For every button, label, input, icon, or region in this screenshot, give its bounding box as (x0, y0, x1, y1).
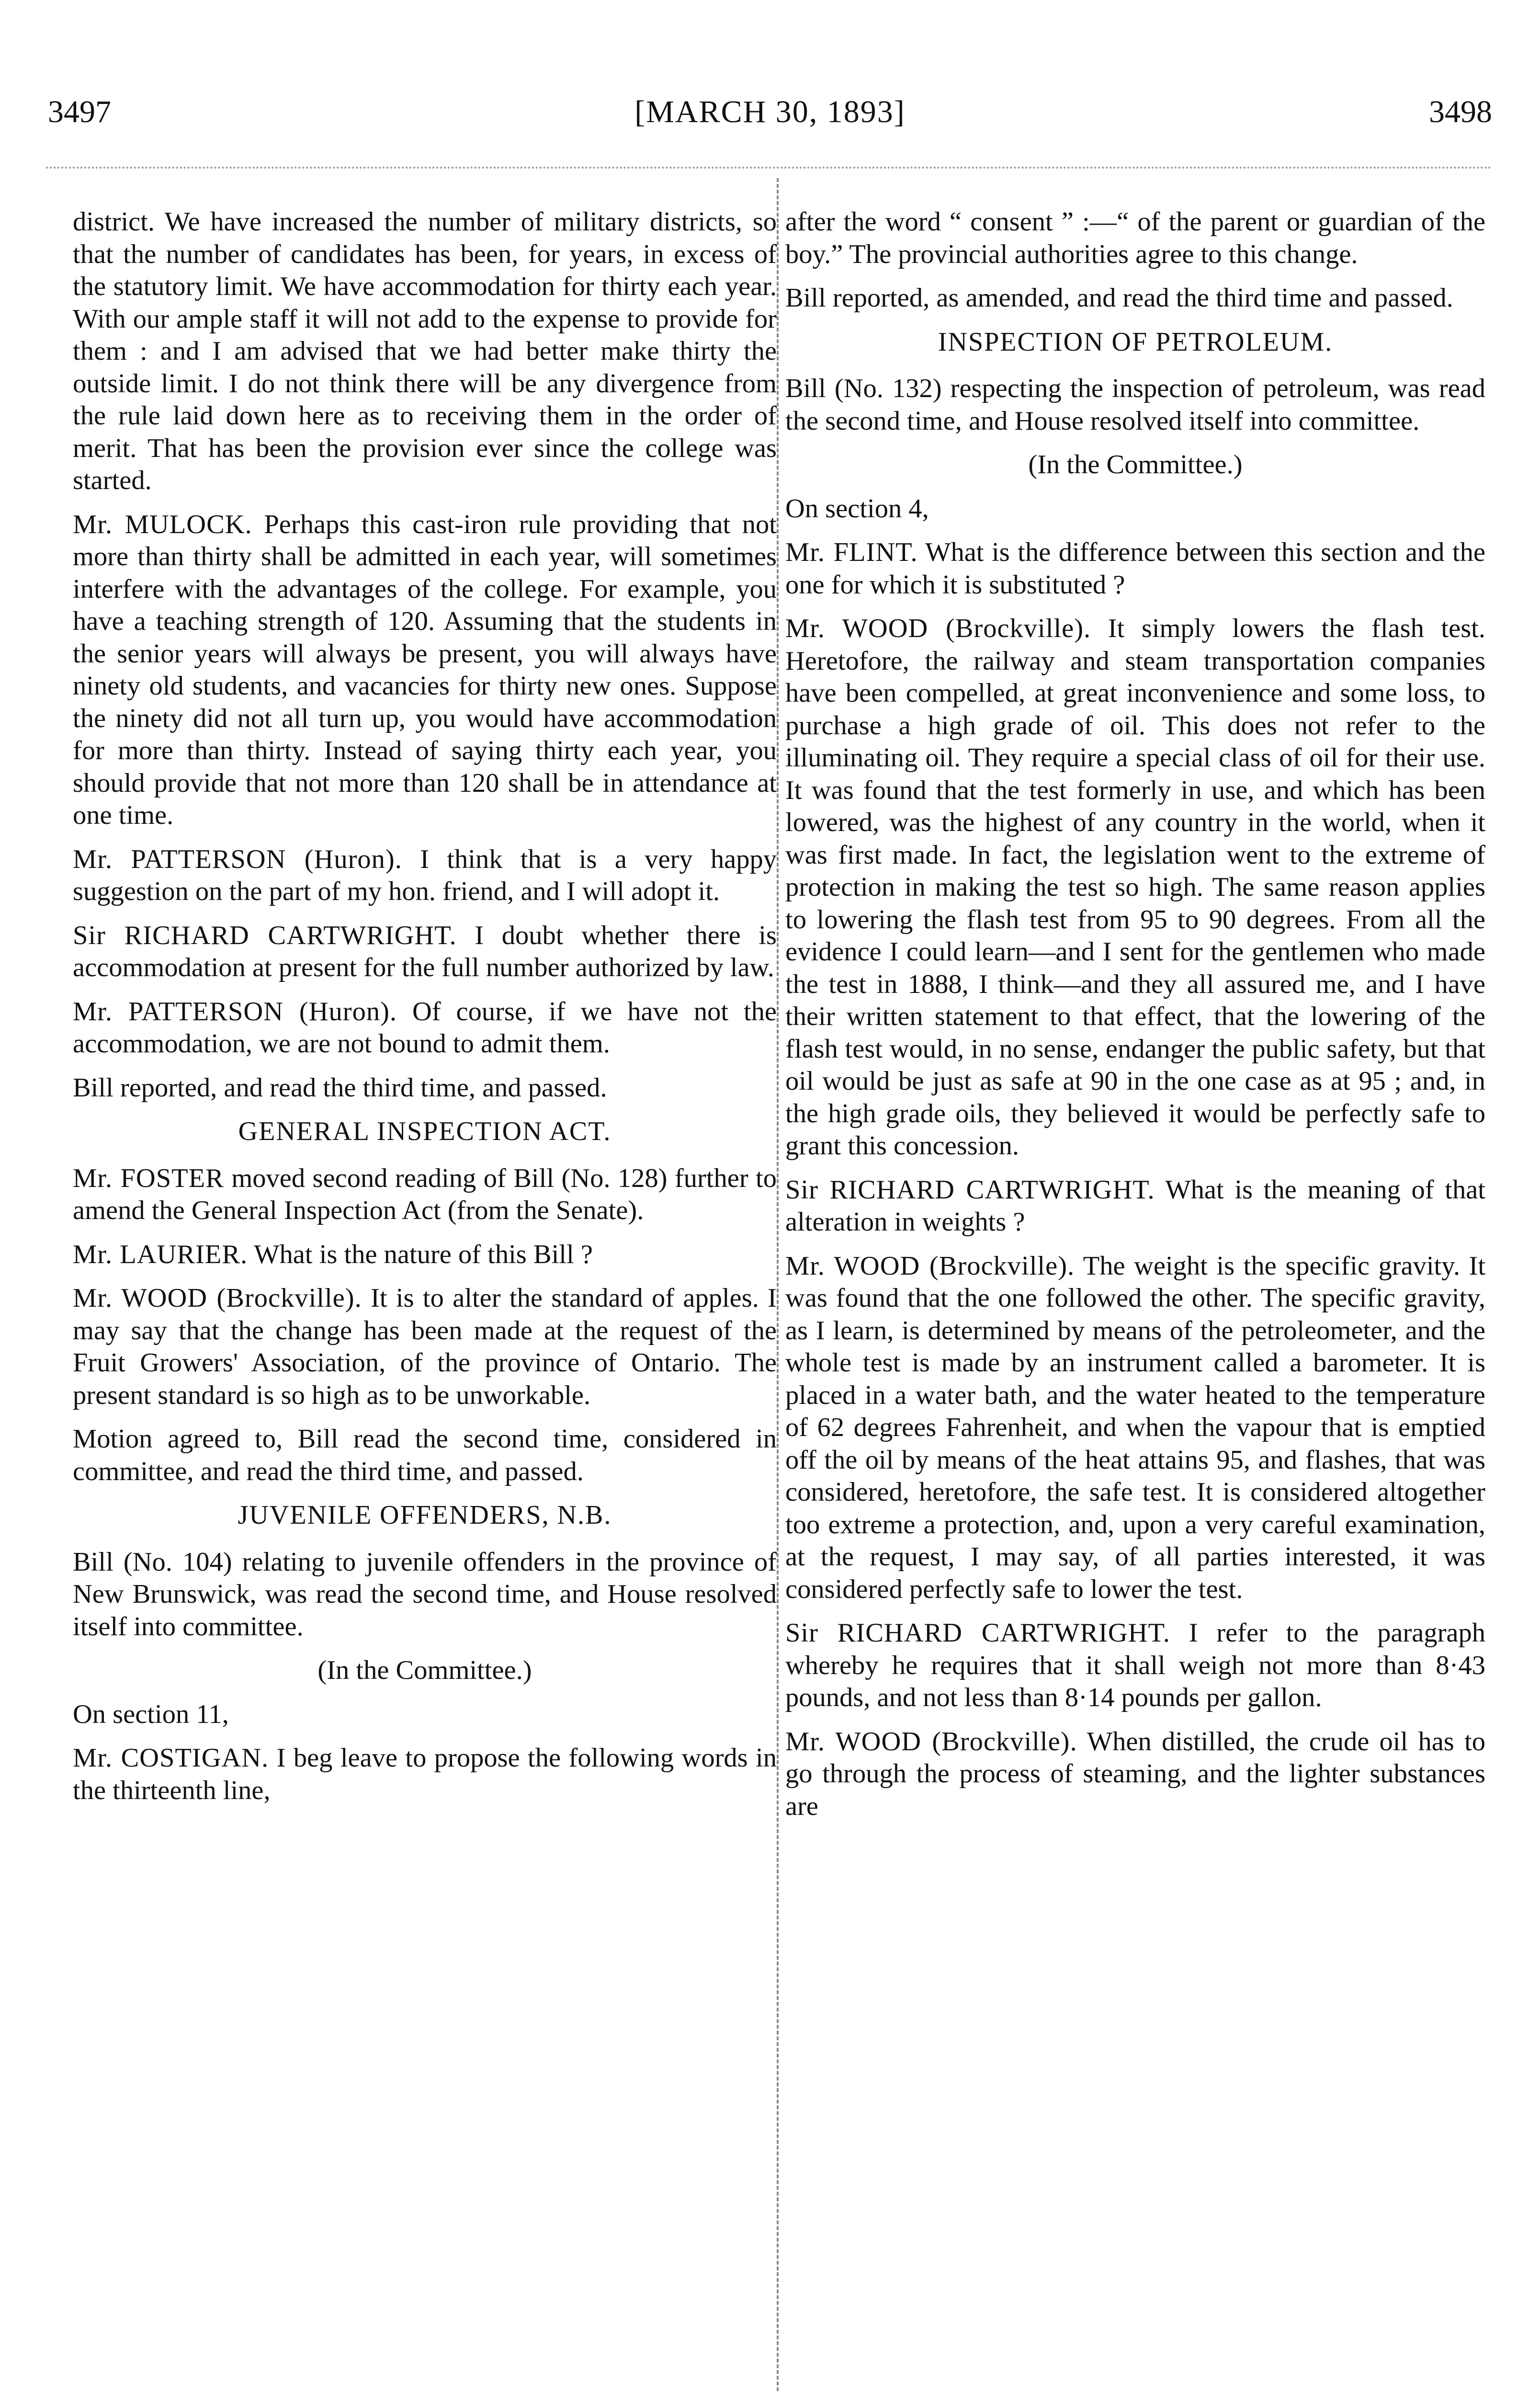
body-paragraph: On section 4, (785, 493, 929, 524)
speech-paragraph (73, 1239, 777, 1271)
speaker-name: Mr. WOOD (Brockville). (785, 614, 1091, 643)
speech-paragraph (785, 1174, 1485, 1239)
page-header (48, 94, 1492, 137)
speech-paragraph (785, 536, 1485, 601)
committee-note: (In the Committee.) (1028, 450, 1243, 479)
speaker-name: Mr. LAURIER. (73, 1239, 248, 1269)
speech-paragraph (73, 844, 777, 908)
speaker-name: Mr. FOSTER (73, 1163, 224, 1193)
committee-note: (In the Committee.) (317, 1655, 532, 1685)
speech-paragraph (73, 1163, 777, 1227)
speech-text: moved second reading of Bill (No. 128) further to amend the General Inspection Act (from the Senate). (73, 1163, 777, 1225)
speech-text: What is the meaning of that alteration in weights ? (785, 1175, 1485, 1237)
section-heading: INSPECTION OF PETROLEUM. (938, 327, 1333, 357)
speech-text: What is the difference between this section and the one for which it is substituted ? (785, 537, 1485, 600)
section-heading: JUVENILE OFFENDERS, N.B. (238, 1500, 612, 1530)
body-paragraph: after the word “ consent ” :—“ of the parent or guardian of the boy.” The provincial authorities agree to this change. (785, 207, 1485, 269)
left-column (73, 206, 777, 2390)
speaker-name: Mr. PATTERSON (Huron). (73, 844, 402, 874)
column-divider (777, 178, 779, 2391)
speaker-name: Sir RICHARD CARTWRIGHT. (785, 1175, 1155, 1205)
speech-paragraph (785, 1726, 1485, 1823)
speech-paragraph (73, 996, 777, 1061)
speech-text: When distilled, the crude oil has to go through the process of steaming, and the lighter substances are (785, 1726, 1485, 1821)
body-paragraph: On section 11, (73, 1699, 229, 1729)
body-paragraph: Bill (No. 104) relating to juvenile offenders in the province of New Brunswick, was read the second time, and House resolved itself into committee. (73, 1547, 777, 1642)
speaker-name: Sir RICHARD CARTWRIGHT. (73, 920, 457, 950)
right-column (785, 206, 1485, 2390)
speaker-name: Sir RICHARD CARTWRIGHT. (785, 1618, 1170, 1648)
page-number-left: 3497 (48, 94, 111, 129)
speech-paragraph (73, 1282, 777, 1412)
page-number-right: 3498 (1429, 94, 1492, 129)
speech-text: The weight is the specific gravity. It was found that the one followed the other. The specific gravity, as I learn, is determined by means of the petroleometer, and the whole test is made by an instrument called a barometer. It is placed in a water bath, and the water heated to the temperature of 62 degrees Fahrenheit, and when the vapour that is emptied off the oil by means of the heat attains 95, and flashes, that was considered, heretofore, the safe test. It is considered altogether too extreme a protection, and, upon a very careful examination, at the request, I may say, of all parties interested, it was considered perfectly safe to lower the test. (785, 1251, 1485, 1604)
speech-text: I refer to the paragraph whereby he requires that it shall weigh not more than 8·43 pounds, and not less than 8·14 pounds per gallon. (785, 1618, 1485, 1712)
speech-paragraph (785, 1250, 1485, 1606)
speech-paragraph (785, 1617, 1485, 1714)
body-paragraph: district. We have increased the number of military districts, so that the number of candidates has been, for years, in excess of the statutory limit. We have accommodation for thirty each year. With our ample staff it will not add to the expense to provide for them : and I am advised that we had better make thirty the outside limit. I do not think there will be any divergence from the rule laid down here as to receiving them in the order of merit. That has been the provision ever since the college was started. (73, 207, 777, 495)
speech-text: I doubt whether there is accommodation at present for the full number authorized by law. (73, 920, 777, 982)
speech-text: Of course, if we have not the accommodation, we are not bound to admit them. (73, 996, 777, 1059)
section-heading: GENERAL INSPECTION ACT. (238, 1117, 611, 1146)
speaker-name: Mr. COSTIGAN. (73, 1743, 269, 1773)
header-rule (46, 167, 1492, 169)
body-paragraph: Bill reported, as amended, and read the third time and passed. (785, 283, 1453, 313)
speaker-name: Mr. WOOD (Brockville). (73, 1283, 362, 1313)
speech-text: I think that is a very happy suggestion on the part of my hon. friend, and I will adopt it. (73, 844, 777, 906)
speech-paragraph (73, 1742, 777, 1807)
speech-text: What is the nature of this Bill ? (254, 1239, 593, 1269)
speech-text: I beg leave to propose the following words in the thirteenth line, (73, 1743, 777, 1805)
speech-paragraph (785, 613, 1485, 1163)
body-paragraph: Bill (No. 132) respecting the inspection of petroleum, was read the second time, and House resolved itself into committee. (785, 374, 1485, 436)
body-paragraph: Motion agreed to, Bill read the second time, considered in committee, and read the third time, and passed. (73, 1424, 777, 1486)
speaker-name: Mr. MULOCK. (73, 509, 252, 539)
speaker-name: Mr. WOOD (Brockville). (785, 1726, 1077, 1756)
speaker-name: Mr. FLINT. (785, 537, 918, 567)
speech-text: Perhaps this cast-iron rule providing that not more than thirty shall be admitted in each year, will sometimes interfere with the advantages of the college. For example, you have a teaching strength of 120. Assuming that the students in the senior years will always be present, you will always have ninety old students, and vacancies for thirty new ones. Suppose the ninety did not all turn up, you would have accommodation for more than thirty. Instead of saying thirty each year, you should provide that not more than 120 shall be in attendance at one time. (73, 509, 777, 830)
speech-paragraph (73, 509, 777, 832)
speaker-name: Mr. PATTERSON (Huron). (73, 996, 397, 1026)
body-paragraph: Bill reported, and read the third time, and passed. (73, 1072, 607, 1103)
speech-paragraph (73, 920, 777, 984)
speech-text: It simply lowers the flash test. Heretofore, the railway and steam transportation companies have been compelled, at great inconvenience and some loss, to purchase a high grade of oil. This does not refer to the illuminating oil. They require a special class of oil for their use. It was found that the test formerly in use, and which has been lowered, was the highest of any country in the world, when it was first made. In fact, the legislation went to the extreme of protection in making the test so high. The same reason applies to lowering the flash test from 95 to 90 degrees. From all the evidence I could learn—and I sent for the gentlemen who made the test in 1888, I think—and they all assured me, and I have their written statement to that effect, that the lowering of the flash test would, in no sense, endanger the public safety, but that oil would be just as safe at 90 in the one case as at 95 ; and, in the high grade oils, they believed it would be perfectly safe to grant this concession. (785, 614, 1485, 1161)
page-date: [MARCH 30, 1893] (634, 94, 906, 129)
speaker-name: Mr. WOOD (Brockville). (785, 1251, 1075, 1281)
speech-text: It is to alter the standard of apples. I may say that the change has been made at the request of the Fruit Growers' Association, of the province of Ontario. The present standard is so high as to be unworkable. (73, 1283, 777, 1410)
